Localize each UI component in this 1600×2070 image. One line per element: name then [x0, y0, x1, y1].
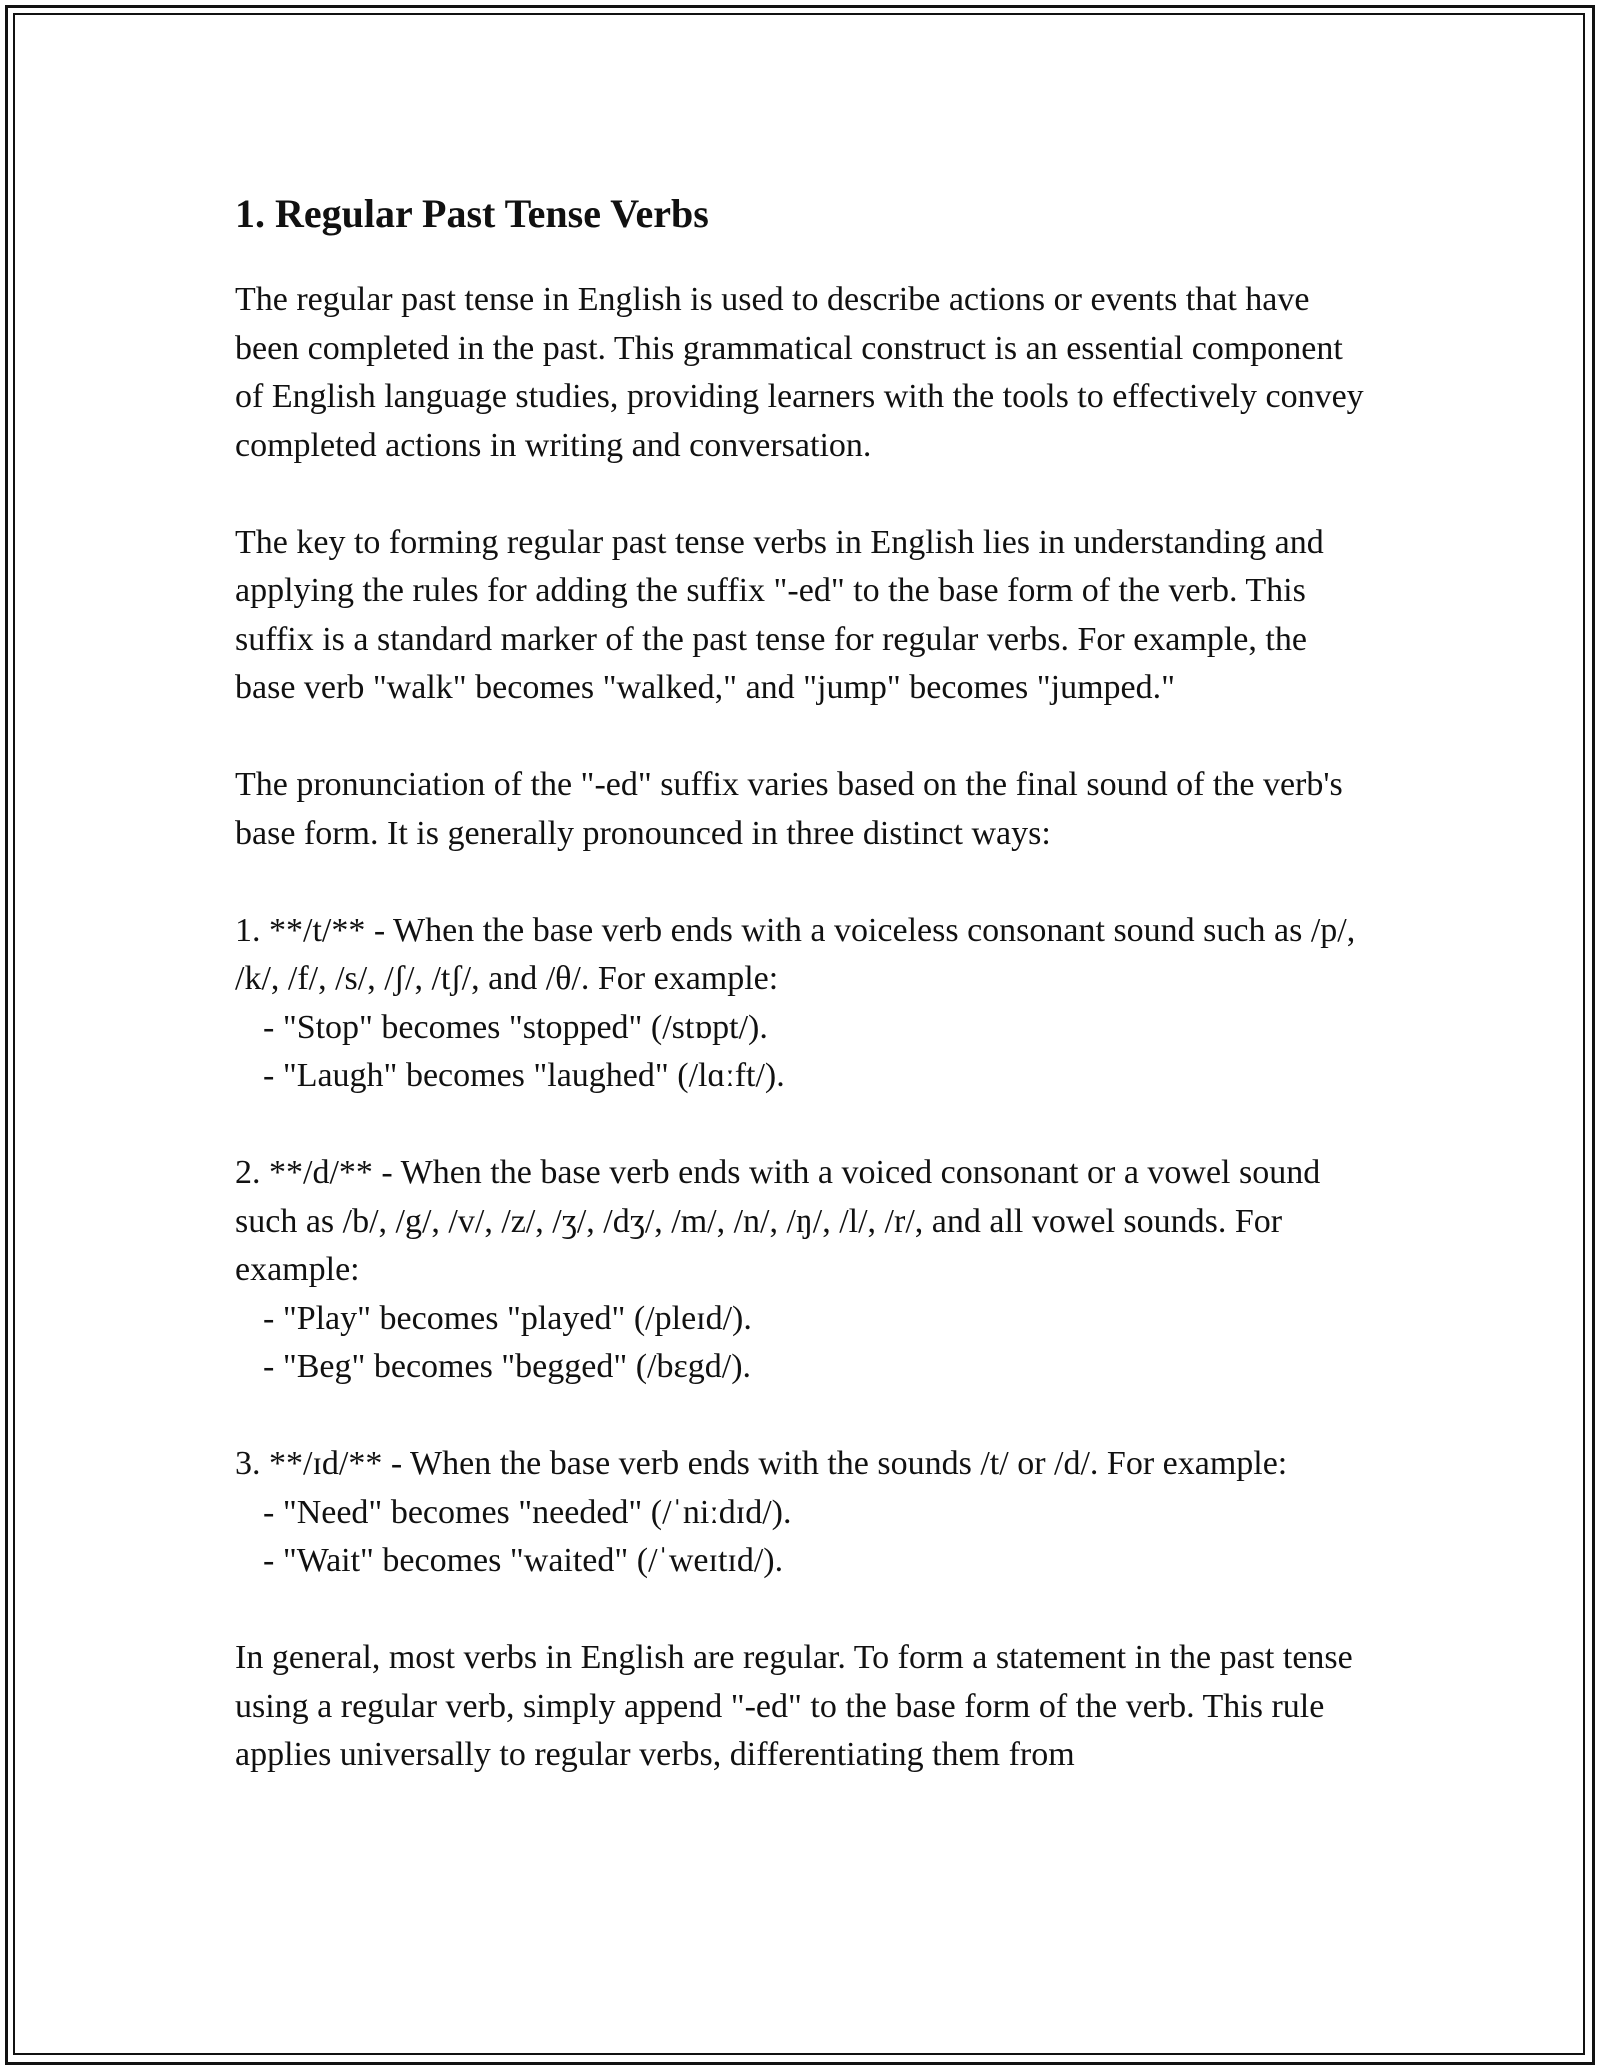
rule-intro: 2. **/d/** - When the base verb ends with a voiced consonant or a vowel sound such as /b/, /g/, /v/, /z/, /ʒ/, /dʒ/, /m/, /n/, /ŋ/, /l/, /r/, and all vowel sounds. For example:	[235, 1154, 1321, 1288]
paragraph-closing: In general, most verbs in English are regular. To form a statement in the past tense using a regular verb, simply append "-ed" to the base form of the verb. This rule applies universally to regular verbs, differentiating them from	[235, 1639, 1362, 1773]
rule-example: - "Laugh" becomes "laughed" (/lɑːft/).	[263, 1057, 785, 1094]
document-body	[235, 186, 1375, 1828]
rule-intro: 3. **/ɪd/** - When the base verb ends with the sounds /t/ or /d/. For example:	[235, 1445, 1288, 1482]
rule-example: - "Need" becomes "needed" (/ˈniːdɪd/).	[263, 1493, 792, 1531]
rule-d	[235, 1149, 1375, 1392]
rule-example: - "Wait" becomes "waited" (/ˈweɪtɪd/).	[263, 1542, 784, 1579]
rule-t	[235, 907, 1375, 1101]
paragraph-intro: The regular past tense in English is used to describe actions or events that have been completed in the past. This grammatical construct is an essential component of English language studies, providing learners with the tools to effectively convey completed actions in writing and conversation.	[235, 281, 1373, 464]
rule-id	[235, 1440, 1375, 1586]
rule-intro: 1. **/t/** - When the base verb ends with a voiceless consonant sound such as /p/, /k/, /f/, /s/, /ʃ/, /tʃ/, and /θ/. For example:	[235, 911, 1356, 997]
rule-example: - "Play" becomes "played" (/pleɪd/).	[263, 1299, 752, 1337]
rule-example: - "Stop" becomes "stopped" (/stɒpt/).	[263, 1008, 768, 1046]
paragraph-suffix-rule: The key to forming regular past tense verbs in English lies in understanding and applying the rules for adding the suffix "-ed" to the base form of the verb. This suffix is a standard marker of the past tense for regular verbs. For example, the base verb "walk" becomes "walked," and "jump" becomes "jumped."	[235, 523, 1333, 706]
rule-example: - "Beg" becomes "begged" (/bɛgd/).	[263, 1348, 752, 1385]
paragraph-pronunciation: The pronunciation of the "-ed" suffix varies based on the final sound of the verb's base form. It is generally pronounced in three distinct ways:	[235, 766, 1352, 852]
section-heading: 1. Regular Past Tense Verbs	[235, 191, 709, 236]
